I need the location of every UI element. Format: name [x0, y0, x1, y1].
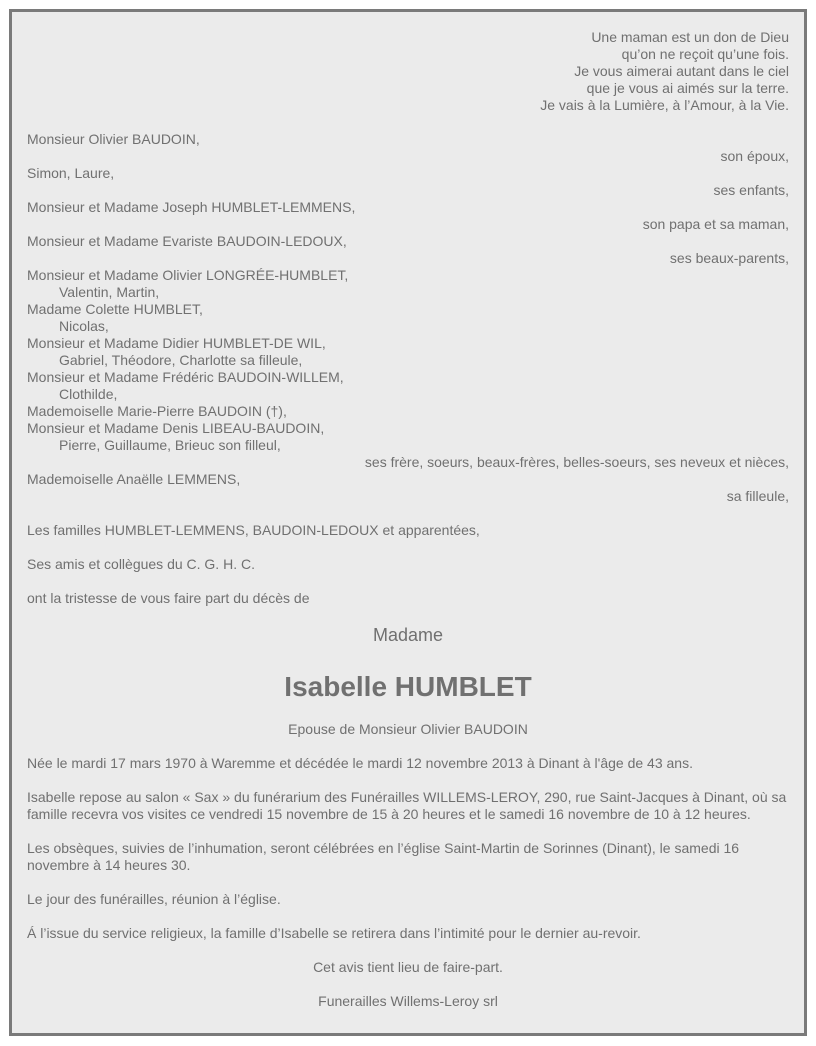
poem-line: Je vous aimerai autant dans le ciel [574, 63, 789, 79]
sibling-line: Gabriel, Théodore, Charlotte sa filleule, [59, 352, 303, 368]
sibling-line: Madame Colette HUMBLET, [27, 301, 203, 317]
deceased-name: Isabelle HUMBLET [284, 671, 532, 702]
obituary-card [9, 9, 807, 1036]
husband-role: son époux, [720, 148, 789, 164]
sibling-line: Nicolas, [59, 318, 109, 334]
goddaughter-role: sa filleule, [726, 488, 789, 504]
sibling-line: Valentin, Martin, [59, 284, 160, 300]
siblings-list [27, 267, 789, 454]
gathering-text: Le jour des funérailles, réunion à l’église. [27, 891, 281, 907]
children-role: ses enfants, [713, 182, 789, 198]
obituary-content [27, 29, 789, 1010]
funeral-text: Les obsèques, suivies de l’inhumation, seront célébrées en l’église Saint-Martin de Sorinnes (Dinant), le samedi 16 novembre à 14 heures 30. [27, 840, 740, 873]
friends-line: Ses amis et collègues du C. G. H. C. [27, 556, 255, 572]
sibling-line: Monsieur et Madame Didier HUMBLET-DE WIL, [27, 335, 326, 351]
notice-text: Cet avis tient lieu de faire-part. [313, 959, 503, 975]
announce-line: ont la tristesse de vous faire part du décès de [27, 590, 310, 606]
poem [27, 29, 789, 114]
sibling-line: Pierre, Guillaume, Brieuc son filleul, [59, 437, 281, 453]
goddaughter-name: Mademoiselle Anaëlle LEMMENS, [27, 471, 241, 487]
parents-names: Monsieur et Madame Joseph HUMBLET-LEMMENS, [27, 199, 356, 215]
birth-death-text: Née le mardi 17 mars 1970 à Waremme et décédée le mardi 12 novembre 2013 à Dinant à l'âge de 43 ans. [27, 755, 693, 771]
poem-line: Une maman est un don de Dieu [591, 29, 789, 45]
sibling-line: Monsieur et Madame Olivier LONGRÉE-HUMBLET, [27, 267, 349, 283]
poem-line: que je vous ai aimés sur la terre. [586, 80, 789, 96]
children-names: Simon, Laure, [27, 165, 115, 181]
deceased-title: Madame [372, 625, 444, 645]
families-line: Les familles HUMBLET-LEMMENS, BAUDOIN-LEDOUX et apparentées, [27, 522, 480, 538]
sibling-line: Mademoiselle Marie-Pierre BAUDOIN (†), [27, 403, 287, 419]
sibling-line: Clothilde, [59, 386, 118, 402]
spouse-line: Epouse de Monsieur Olivier BAUDOIN [288, 721, 528, 737]
siblings-role: ses frère, soeurs, beaux-frères, belles-soeurs, ses neveux et nièces, [364, 454, 789, 470]
repose-text: Isabelle repose au salon « Sax » du funérarium des Funérailles WILLEMS-LEROY, 290, rue Saint-Jacques à Dinant, où sa famille recevra vos visites ce vendredi 15 novembre de 15 à 20 heures et le samedi 16 novembre de 10 à 12 heures. [27, 789, 787, 822]
sibling-line: Monsieur et Madame Frédéric BAUDOIN-WILLEM, [27, 369, 344, 385]
parents-role: son papa et sa maman, [642, 216, 789, 232]
poem-line: qu’on ne reçoit qu’une fois. [621, 46, 789, 62]
husband-name: Monsieur Olivier BAUDOIN, [27, 131, 200, 147]
in-laws-role: ses beaux-parents, [669, 250, 789, 266]
sibling-line: Monsieur et Madame Denis LIBEAU-BAUDOIN, [27, 420, 325, 436]
company-name: Funerailles Willems-Leroy srl [318, 993, 498, 1009]
intimacy-text: Á l’issue du service religieux, la famille d’Isabelle se retirera dans l’intimité pour le dernier au-revoir. [27, 925, 641, 941]
in-laws-names: Monsieur et Madame Evariste BAUDOIN-LEDOUX, [27, 233, 347, 249]
poem-line: Je vais à la Lumière, à l’Amour, à la Vie. [540, 97, 789, 113]
